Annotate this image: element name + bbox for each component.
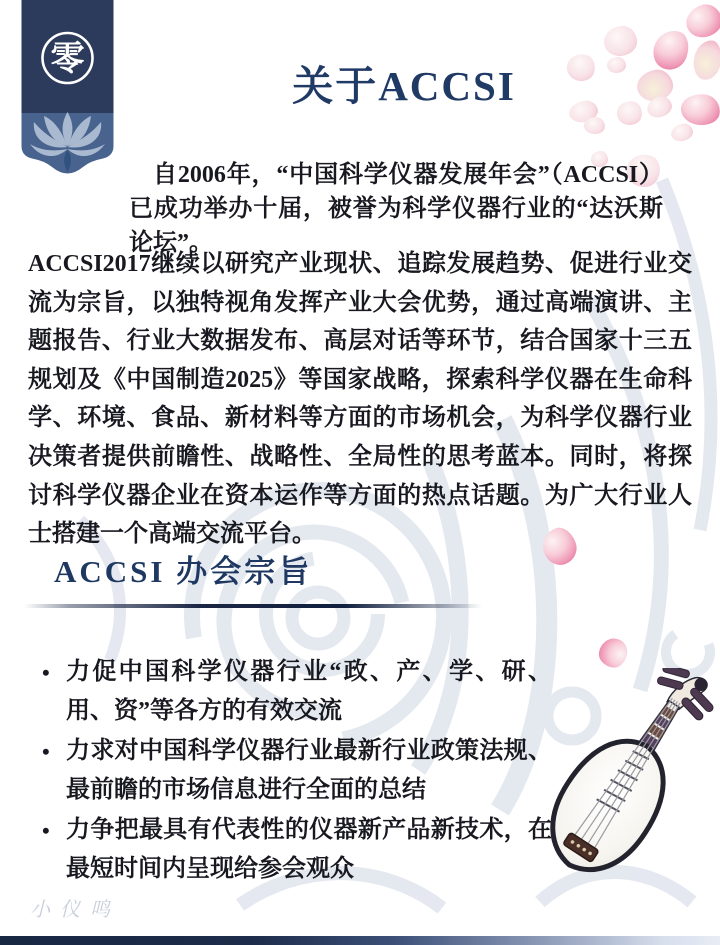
section-underline [24, 604, 482, 608]
chapter-banner [20, 0, 115, 182]
rose-petal [607, 57, 626, 73]
page-title: 关于ACCSI [292, 63, 516, 110]
pipa-instrument-image [532, 668, 720, 908]
purpose-bullet-list [40, 653, 552, 890]
brand-signature: 小仪鸣 [30, 899, 120, 921]
bullet-item: • 力争把最具有代表性的仪器新产品新技术，在最短时间内呈现给参会观众 [40, 811, 552, 889]
footer-accent-bar [0, 936, 720, 945]
bullet-item: • 力促中国科学仪器行业“政、产、学、研、用、资”等各方的有效交流 [40, 653, 552, 731]
body-paragraph: ACCSI2017继续以研究产业现状、追踪发展趋势、促进行业交流为宗旨，以独特视角发挥产业大会优势，通过高端演讲、主题报告、行业大数据发布、高层对话等环节，结合国家十三五规划及《中国制造2025》等国家战略，探索科学仪器在生命科学、环境、食品、新材料等方面的市场机会，为科学仪器行业决策者提供前瞻性、战略性、全局性的思考蓝本。同时，将探讨科学仪器企业在资本运作等方面的热点话题。为广大行业人士搭建一个高端交流平台。 [28, 251, 692, 548]
bullet-item: • 力求对中国科学仪器行业最新行业政策法规、最前瞻的市场信息进行全面的总结 [40, 732, 552, 810]
intro-paragraph: 自2006年，“中国科学仪器发展年会”（ACCSI）已成功举办十届，被誉为科学仪器行业的“达沃斯论坛”。 [129, 162, 663, 256]
section-heading: ACCSI 办会宗旨 [54, 554, 313, 589]
seal-character: 零 [50, 41, 85, 78]
